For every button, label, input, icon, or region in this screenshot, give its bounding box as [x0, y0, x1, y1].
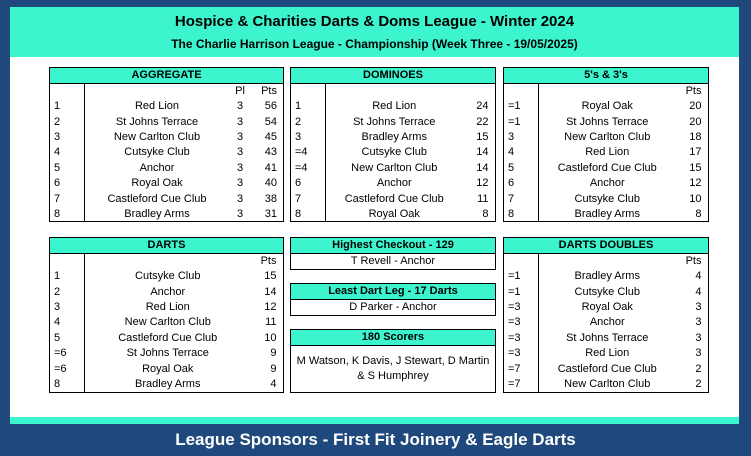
played-cell: 3 [236, 115, 244, 128]
darts-doubles-title: DARTS DOUBLES [504, 238, 708, 254]
dominoes-panel [290, 67, 496, 222]
darts-column-header [50, 254, 283, 269]
points-cell: 31 [264, 207, 277, 220]
page-subtitle: The Charlie Harrison League - Championship (Week Three - 19/05/2025) [171, 37, 578, 51]
team-name: Castleford Cue Club [118, 331, 218, 344]
points-cell: 38 [264, 192, 277, 205]
team-name: Red Lion [134, 100, 180, 113]
position-cell: =4 [291, 161, 326, 176]
highest-checkout-panel [290, 237, 496, 270]
aggregate-column-header [50, 84, 283, 99]
table-row [504, 284, 708, 299]
position-cell: 1 [50, 269, 85, 284]
played-cell: 3 [236, 192, 244, 205]
fives-threes-table [504, 84, 708, 222]
team-name: Royal Oak [581, 100, 633, 113]
scorers-180-panel [290, 329, 496, 393]
darts-panel [49, 237, 284, 393]
points-cell: 45 [264, 130, 277, 143]
table-row [504, 114, 708, 129]
aggregate-table [50, 84, 283, 222]
points-cell: 11 [477, 192, 489, 205]
team-name: Anchor [139, 161, 175, 174]
table-row [504, 191, 708, 206]
position-cell: 6 [50, 176, 85, 191]
position-header [50, 254, 85, 269]
least-dart-leg-value: D Parker - Anchor [349, 301, 437, 313]
position-cell: 5 [50, 331, 85, 346]
points-cell: 10 [689, 192, 702, 205]
position-cell: 3 [50, 300, 85, 315]
position-cell: 2 [50, 114, 85, 129]
points-cell: 4 [695, 270, 702, 283]
team-header [539, 254, 676, 269]
position-cell: =1 [504, 114, 539, 129]
team-name: Cutsyke Club [361, 146, 427, 159]
fives-threes-title: 5's & 3's [504, 68, 708, 84]
points-cell: 2 [695, 362, 702, 375]
table-row [50, 191, 283, 206]
table-row [504, 346, 708, 361]
team-name: Red Lion [145, 300, 190, 313]
table-row [504, 315, 708, 330]
points-cell: 15 [689, 161, 702, 174]
position-cell: =4 [291, 145, 326, 160]
table-row [50, 161, 283, 176]
team-name: Red Lion [585, 146, 630, 159]
table-row [50, 361, 283, 376]
team-header [85, 254, 251, 269]
points-cell: 9 [270, 362, 277, 375]
team-name: Cutsyke Club [124, 146, 190, 159]
team-name: Bradley Arms [124, 207, 190, 220]
team-header [326, 84, 463, 99]
header-band [10, 7, 739, 57]
team-name: New Carlton Club [564, 130, 651, 143]
league-sheet [10, 7, 739, 424]
position-cell: =7 [504, 377, 539, 392]
darts-title: DARTS [50, 238, 283, 254]
points-cell: 20 [689, 100, 702, 113]
points-cell: 22 [476, 115, 489, 128]
bottom-band [10, 417, 739, 424]
team-name: St Johns Terrace [566, 115, 649, 128]
position-cell: =3 [504, 315, 539, 330]
table-row [50, 207, 283, 222]
team-name: Castleford Cue Club [107, 192, 207, 205]
position-cell: 3 [50, 130, 85, 145]
points-header: Pts [685, 255, 702, 267]
position-cell: 3 [291, 130, 326, 145]
team-header [539, 84, 676, 99]
points-cell: 4 [270, 377, 277, 390]
sponsors-banner: League Sponsors - First Fit Joinery & Eagle Darts [175, 430, 576, 449]
dominoes-column-header [291, 84, 495, 99]
points-cell: 12 [689, 177, 702, 190]
position-cell: =1 [504, 99, 539, 114]
points-cell: 3 [695, 316, 702, 329]
table-row [504, 300, 708, 315]
points-cell: 8 [482, 207, 489, 220]
darts-doubles-panel [503, 237, 709, 393]
table-row [504, 207, 708, 222]
position-cell: =6 [50, 361, 85, 376]
position-cell: =1 [504, 269, 539, 284]
team-name: New Carlton Club [113, 130, 201, 143]
points-cell: 41 [264, 161, 277, 174]
points-cell: 3 [695, 331, 702, 344]
team-name: Royal Oak [142, 362, 194, 375]
table-row [50, 269, 283, 284]
darts-table [50, 254, 283, 392]
table-row [50, 176, 283, 191]
team-name: Bradley Arms [361, 130, 427, 143]
table-row [291, 207, 495, 222]
points-cell: 18 [689, 130, 702, 143]
table-row [291, 145, 495, 160]
position-header [504, 254, 539, 269]
points-cell: 3 [695, 347, 702, 360]
table-row [50, 300, 283, 315]
played-cell: 3 [236, 100, 244, 113]
points-cell: 10 [264, 331, 277, 344]
team-name: New Carlton Club [564, 377, 651, 390]
table-row [504, 377, 708, 392]
team-name: Anchor [589, 177, 625, 190]
team-name: Bradley Arms [135, 377, 201, 390]
team-name: Bradley Arms [574, 207, 640, 220]
position-header [504, 84, 539, 99]
team-name: Castleford Cue Club [557, 362, 657, 375]
dominoes-table [291, 84, 495, 222]
scorers-180-line-1: M Watson, K Davis, J Stewart, D Martin [296, 355, 490, 367]
position-cell: 1 [50, 99, 85, 114]
least-dart-leg-title: Least Dart Leg - 17 Darts [291, 284, 495, 300]
scorers-180-title: 180 Scorers [291, 330, 495, 346]
team-name: Red Lion [372, 100, 417, 113]
played-cell: 3 [236, 146, 244, 159]
position-cell: 6 [291, 176, 326, 191]
position-cell: 3 [504, 130, 539, 145]
table-row [50, 99, 283, 114]
position-header [291, 84, 326, 99]
points-cell: 12 [476, 177, 489, 190]
table-row [291, 191, 495, 206]
position-cell: 4 [50, 145, 85, 160]
played-header: Pl [235, 85, 245, 97]
team-name: Cutsyke Club [135, 270, 201, 283]
table-row [291, 176, 495, 191]
position-cell: 2 [291, 114, 326, 129]
points-cell: 12 [264, 300, 277, 313]
team-name: Royal Oak [131, 177, 183, 190]
points-cell: 14 [264, 285, 277, 298]
position-cell: 5 [504, 161, 539, 176]
points-cell: 17 [689, 146, 702, 159]
position-cell: =7 [504, 361, 539, 376]
table-row [504, 361, 708, 376]
scorers-180-names [291, 346, 495, 384]
least-dart-leg-panel [290, 283, 496, 316]
played-cell: 3 [236, 161, 244, 174]
table-row [291, 130, 495, 145]
points-cell: 40 [264, 177, 277, 190]
points-header: Pts [261, 85, 277, 97]
position-cell: =3 [504, 346, 539, 361]
position-cell: =6 [50, 346, 85, 361]
table-row [291, 114, 495, 129]
points-cell: 54 [264, 115, 277, 128]
team-name: St Johns Terrace [566, 331, 649, 344]
position-cell: =3 [504, 300, 539, 315]
table-row [504, 176, 708, 191]
played-cell: 3 [236, 177, 244, 190]
position-cell: 1 [291, 99, 326, 114]
table-row [504, 269, 708, 284]
position-cell: 7 [50, 191, 85, 206]
table-row [50, 145, 283, 160]
page-title: Hospice & Charities Darts & Doms League - Winter 2024 [174, 13, 575, 30]
table-row [504, 331, 708, 346]
fives-threes-panel [503, 67, 709, 222]
points-cell: 8 [695, 207, 702, 220]
team-name: Bradley Arms [574, 270, 640, 283]
position-cell: =1 [504, 284, 539, 299]
position-cell: 7 [291, 191, 326, 206]
darts-doubles-table [504, 254, 708, 392]
team-name: Cutsyke Club [574, 285, 640, 298]
team-name: New Carlton Club [351, 161, 438, 174]
scorers-180-line-2: & S Humphrey [357, 370, 429, 382]
points-cell: 43 [264, 146, 277, 159]
points-header: Pts [685, 85, 702, 97]
table-row [291, 99, 495, 114]
points-cell: 15 [264, 270, 277, 283]
aggregate-title: AGGREGATE [50, 68, 283, 84]
points-cell: 56 [264, 100, 277, 113]
points-cell: 3 [695, 300, 702, 313]
points-header: Pts [260, 255, 277, 267]
position-cell: 8 [50, 377, 85, 392]
points-cell: 9 [270, 347, 277, 360]
highest-checkout-title: Highest Checkout - 129 [291, 238, 495, 254]
team-name: St Johns Terrace [126, 347, 209, 360]
points-cell: 15 [476, 130, 489, 143]
position-cell: 2 [50, 284, 85, 299]
points-cell: 20 [689, 115, 702, 128]
points-cell: 4 [695, 285, 702, 298]
team-name: Anchor [150, 285, 186, 298]
highest-checkout-value: T Revell - Anchor [350, 255, 436, 267]
table-row [504, 130, 708, 145]
points-cell: 14 [476, 146, 489, 159]
points-header [463, 84, 495, 99]
fives-threes-column-header [504, 84, 708, 99]
table-row [50, 331, 283, 346]
table-row [50, 315, 283, 330]
table-row [50, 346, 283, 361]
played-cell: 3 [236, 130, 244, 143]
table-row [50, 114, 283, 129]
position-cell: 6 [504, 176, 539, 191]
position-cell: 8 [291, 207, 326, 222]
darts-doubles-column-header [504, 254, 708, 269]
position-cell: 8 [504, 207, 539, 222]
position-cell: 4 [50, 315, 85, 330]
points-cell: 2 [695, 377, 702, 390]
table-row [504, 99, 708, 114]
team-header [85, 84, 230, 99]
dominoes-title: DOMINOES [291, 68, 495, 84]
team-name: Cutsyke Club [574, 192, 640, 205]
points-cell: 24 [476, 100, 489, 113]
table-row [504, 145, 708, 160]
table-row [504, 161, 708, 176]
team-name: Anchor [376, 177, 412, 190]
points-cell: 11 [265, 316, 277, 329]
position-cell: 8 [50, 207, 85, 222]
table-row [50, 130, 283, 145]
position-header [50, 84, 85, 99]
team-name: Castleford Cue Club [344, 192, 444, 205]
team-name: Royal Oak [368, 207, 420, 220]
team-name: New Carlton Club [124, 316, 211, 329]
team-name: St Johns Terrace [353, 115, 436, 128]
position-cell: 5 [50, 161, 85, 176]
played-cell: 3 [236, 207, 244, 220]
aggregate-panel [49, 67, 284, 222]
points-cell: 14 [476, 161, 489, 174]
team-name: Anchor [589, 316, 625, 329]
team-name: Red Lion [585, 347, 630, 360]
table-row [291, 161, 495, 176]
position-cell: 7 [504, 191, 539, 206]
position-cell: 4 [504, 145, 539, 160]
team-name: St Johns Terrace [115, 115, 199, 128]
team-name: Royal Oak [581, 300, 633, 313]
table-row [50, 377, 283, 392]
table-row [50, 284, 283, 299]
position-cell: =3 [504, 331, 539, 346]
team-name: Castleford Cue Club [557, 161, 657, 174]
